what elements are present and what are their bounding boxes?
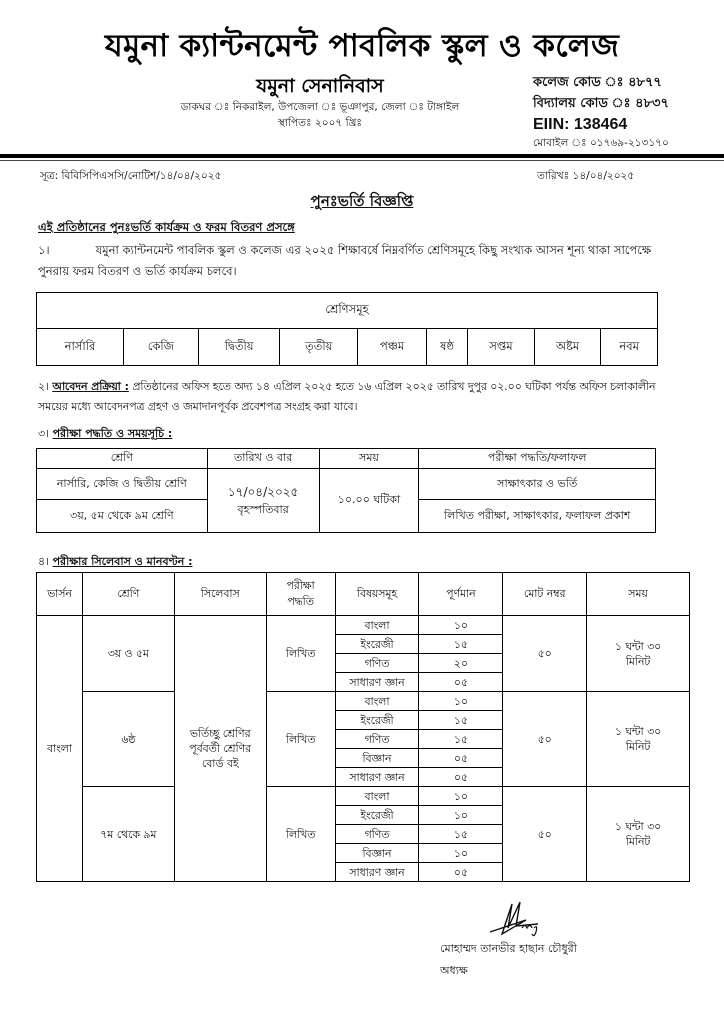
signer-name: মোহাম্মদ তানভীর হাছান চৌধুরী [440,942,577,955]
syllabus-row [37,616,690,635]
syllabus-row [37,787,690,806]
subject-marks: ১৫ [419,635,503,654]
subject-marks: ০৫ [419,863,503,882]
class-cell: নবম [601,329,658,366]
paragraph-1 [38,240,678,282]
schedule-header-method: পরীক্ষা পদ্ধতি/ফলাফল [419,449,656,469]
paragraph-2-heading: আবেদন প্রক্রিয়া : [52,380,129,393]
established-year: স্থাপিতঃ ২০০৭ খ্রিঃ [278,117,362,129]
syllabus-row [37,692,690,711]
syllabus-class: ৬ষ্ঠ [82,692,174,787]
subject-marks: ১৫ [419,825,503,844]
paragraph-2 [38,377,678,417]
class-cell: কেজি [123,329,198,366]
reference-number: সূত্র: বিবিসিপিএসসি/নোটিশ/১৪/০৪/২০২৫ [40,170,222,182]
subject-name: গণিত [335,730,419,749]
schedule-table [36,448,656,533]
section-3-heading [38,425,172,444]
location: যমুনা সেনানিবাস [256,75,384,97]
syllabus-table [36,572,690,882]
schedule-time: ১০.০০ ঘটিকা [319,469,419,533]
syllabus-duration: ১ ঘন্টা ৩০ মিনিট [587,616,690,692]
subject-marks: ১০ [419,616,503,635]
syllabus-text: ভর্তিচ্ছু শ্রেণির পূর্ববর্তী শ্রেণির বোর্ড বই [174,616,266,882]
paragraph-1-number: ১। [38,243,50,257]
classes-table [36,292,658,366]
address: ডাকঘর ঃ নিকরাইল, উপজেলা ঃ ভূঞাপুর, জেলা ঃ টাঙ্গাইল [180,101,460,113]
syllabus-header-total: মোট নম্বর [503,573,587,616]
subject-marks: ২০ [419,654,503,673]
subject-marks: ১০ [419,692,503,711]
signer-designation: অধ্যক্ষ [440,964,468,977]
mobile-number: মোবাইল ঃ ০১৭৬৯-২১৩১৭০ [533,137,669,149]
syllabus-method: লিখিত [266,787,335,882]
subject-marks: ১৫ [419,730,503,749]
subject-name: সাধারণ জ্ঞান [335,768,419,787]
schedule-row [37,469,656,500]
subject-name: বিজ্ঞান [335,844,419,863]
class-cell: ষষ্ঠ [427,329,468,366]
section-4-heading [38,553,193,572]
syllabus-method: লিখিত [266,616,335,692]
schedule-header-date: তারিখ ও বার [207,449,319,469]
eiin-number: EIIN: 138464 [533,116,628,133]
subject-name: বাংলা [335,787,419,806]
subject-name: গণিত [335,654,419,673]
classes-table-header: শ্রেণিসমূহ [37,293,658,329]
syllabus-header-full-marks: পূর্ণমান [419,573,503,616]
subject-marks: ০৫ [419,673,503,692]
notice-title: পুনঃভর্তি বিজ্ঞপ্তি [310,192,414,210]
section-3-title: পরীক্ষা পদ্ধতি ও সময়সূচি : [52,427,173,440]
syllabus-header-subjects: বিষয়সমূহ [335,573,419,616]
class-cell: অষ্টম [534,329,600,366]
notice-date: তারিখঃ ১৪/০৪/২০২৫ [537,170,635,182]
schedule-class: নার্সারি, কেজি ও দ্বিতীয় শ্রেণি [37,469,208,500]
schedule-date: ১৭/০৪/২০২৫ [227,484,299,499]
subject-name: বাংলা [335,616,419,635]
subject-marks: ১০ [419,806,503,825]
subject-name: ইংরেজী [335,711,419,730]
notice-subject: এই প্রতিষ্ঠানের পুনঃভর্তি কার্যক্রম ও ফরম বিতরণ প্রসঙ্গে [38,220,295,234]
signature-icon [482,898,562,938]
class-cell: সপ্তম [467,329,534,366]
schedule-method: লিখিত পরীক্ষা, সাক্ষাৎকার, ফলাফল প্রকাশ [419,500,656,533]
subject-name: গণিত [335,825,419,844]
syllabus-total: ৫০ [503,616,587,692]
paragraph-2-text: প্রতিষ্ঠানের অফিস হতে অদ্য ১৪ এপ্রিল ২০২৫ হতে ১৬ এপ্রিল ২০২৫ তারিখ দুপুর ০২.০০ ঘটিকা পর্যন্ত অফিস চলাকালীন সময়ের মধ্যে আবেদনপত্র গ্রহণ ও জমাদানপূর্বক প্রবেশপত্র সংগ্রহ করা যাবে। [38,380,656,413]
syllabus-method: লিখিত [266,692,335,787]
class-cell: তৃতীয় [280,329,358,366]
subject-name: ইংরেজী [335,806,419,825]
paragraph-2-number: ২। [38,380,49,393]
class-cell: পঞ্চম [358,329,427,366]
syllabus-header-syllabus: সিলেবাস [174,573,266,616]
syllabus-version: বাংলা [37,616,83,882]
syllabus-header-method: পরীক্ষা পদ্ধতি [266,573,335,616]
syllabus-duration: ১ ঘন্টা ৩০ মিনিট [587,787,690,882]
college-code: কলেজ কোড ঃ ৪৮৭৭ [533,75,662,90]
section-4-title: পরীক্ষার সিলেবাস ও মানবণ্টন : [52,555,193,568]
subject-name: বাংলা [335,692,419,711]
syllabus-header-duration: সময় [587,573,690,616]
subject-name: বিজ্ঞান [335,749,419,768]
schedule-header-time: সময় [319,449,419,469]
section-4-number: ৪। [38,555,50,568]
syllabus-total: ৫০ [503,787,587,882]
syllabus-class: ৩য় ও ৫ম [82,616,174,692]
syllabus-header-version: ভার্সন [37,573,83,616]
header-divider-thin [0,160,724,161]
classes-row [37,329,658,366]
subject-marks: ১০ [419,844,503,863]
school-code: বিদ্যালয় কোড ঃ ৪৮৩৭ [533,96,669,111]
syllabus-total: ৫০ [503,692,587,787]
schedule-header-class: শ্রেণি [37,449,208,469]
schedule-method: সাক্ষাৎকার ও ভর্তি [419,469,656,500]
subject-name: সাধারণ জ্ঞান [335,673,419,692]
subject-name: সাধারণ জ্ঞান [335,863,419,882]
syllabus-class: ৭ম থেকে ৯ম [82,787,174,882]
syllabus-duration: ১ ঘন্টা ৩০ মিনিট [587,692,690,787]
subject-marks: ০৫ [419,749,503,768]
syllabus-header-class: শ্রেণি [82,573,174,616]
subject-marks: ০৫ [419,768,503,787]
subject-name: ইংরেজী [335,635,419,654]
class-cell: দ্বিতীয় [198,329,280,366]
header-divider-thick [0,154,724,158]
schedule-date-cell [207,469,319,533]
institution-name: যমুনা ক্যান্টনমেন্ট পাবলিক স্কুল ও কলেজ [104,28,620,64]
paragraph-1-text: যমুনা ক্যান্টনমেন্ট পাবলিক স্কুল ও কলেজ এর ২০২৫ শিক্ষাবর্ষে নিম্নবর্ণিত শ্রেণিসমূহে কিছু সংখ্যক আসন শূন্য থাকা সাপেক্ষে পুনরায় ফরম বিতরণ ও ভর্তি কার্যক্রম চলবে। [38,243,652,278]
class-cell: নার্সারি [37,329,124,366]
section-3-number: ৩। [38,427,50,440]
institution-codes [533,72,669,151]
subject-marks: ১৫ [419,711,503,730]
schedule-day: বৃহস্পতিবার [237,502,289,516]
schedule-class: ৩য়, ৫ম থেকে ৯ম শ্রেণি [37,500,208,533]
subject-marks: ১০ [419,787,503,806]
